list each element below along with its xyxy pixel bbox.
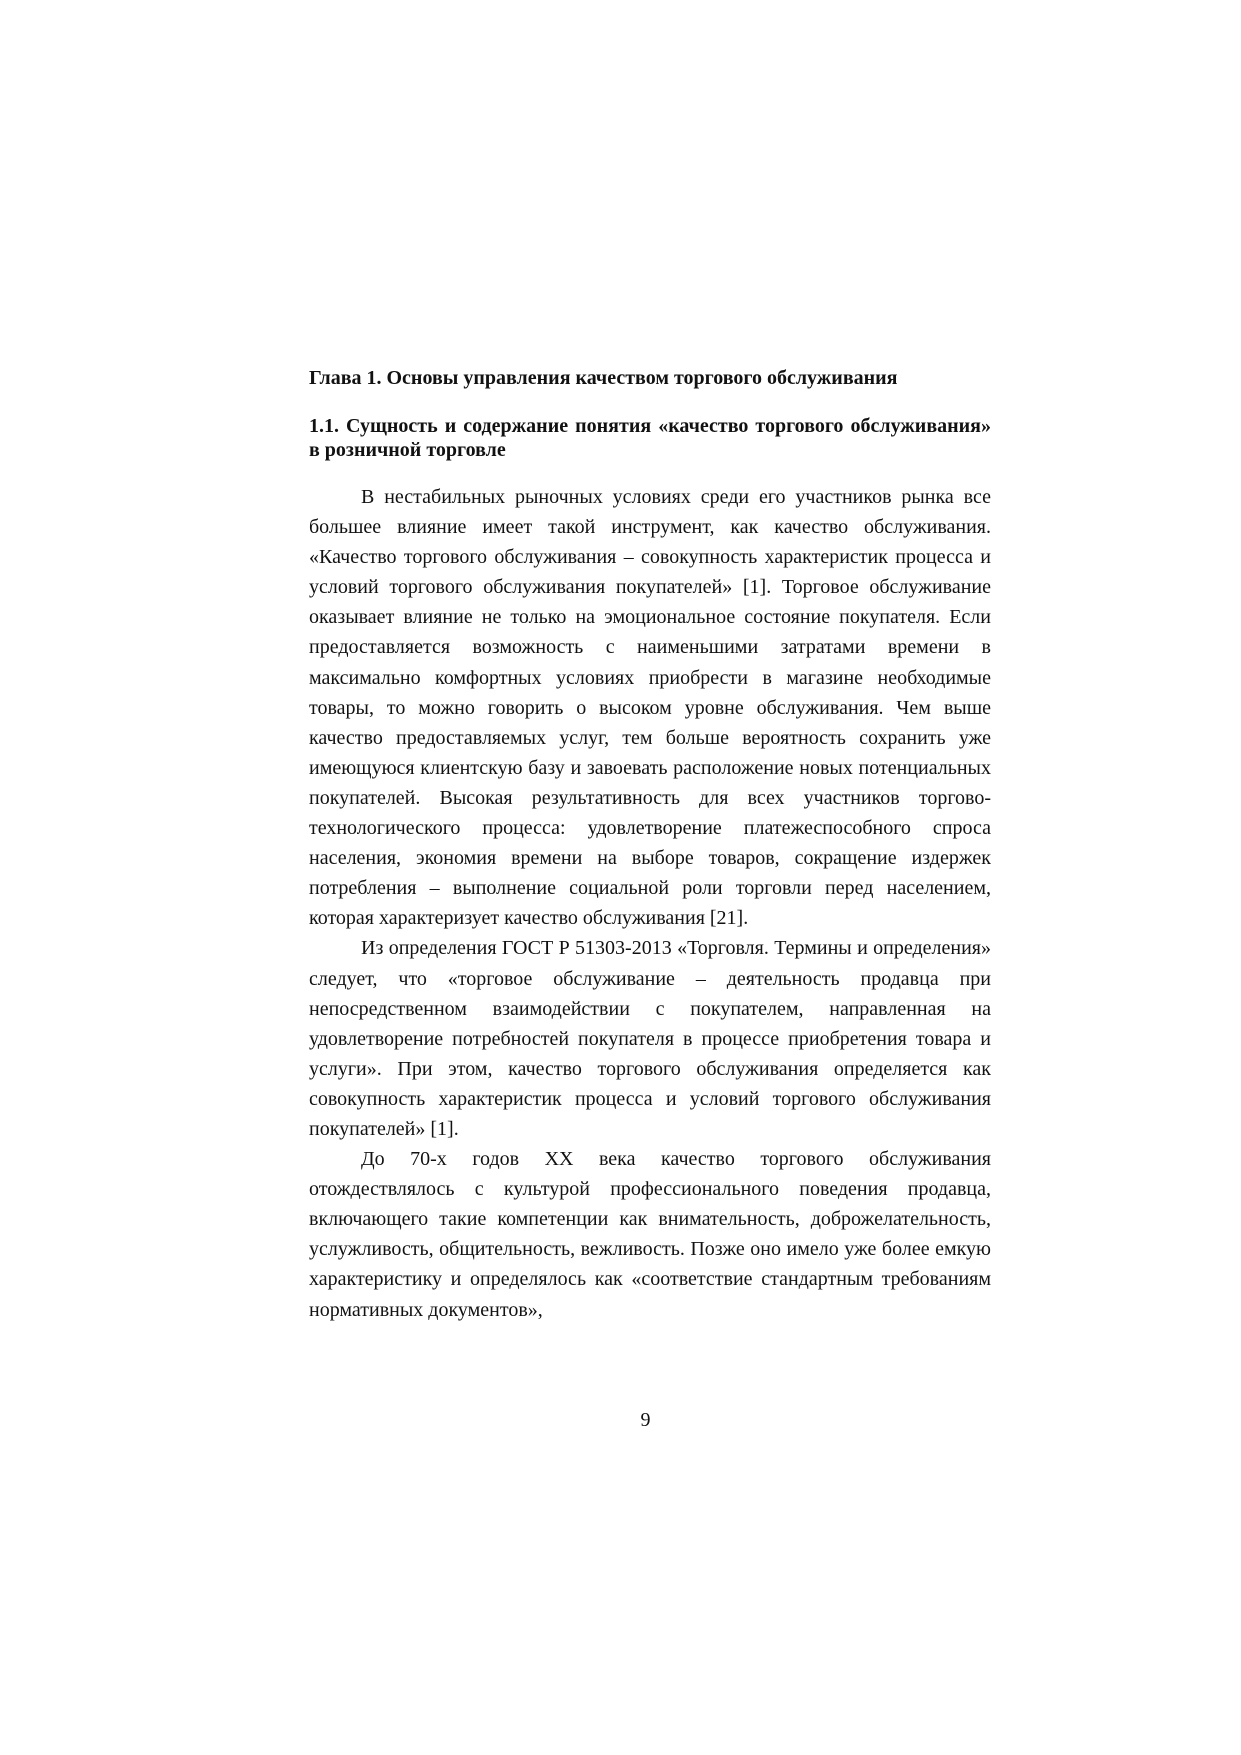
page-number: 9 — [640, 1409, 651, 1431]
body-paragraph-2: Из определения ГОСТ Р 51303-2013 «Торговля. Термины и определения» следует, что «торговое обслуживание – деятельность продавца при непосредственном взаимодействии с покупателем, направленная на удовлетворение потребностей покупателя в процессе приобретения товара и услуги». При этом, качество торгового обслуживания определяется как совокупность характеристик процесса и условий торгового обслуживания покупателей» [1]. — [309, 937, 991, 1140]
chapter-title: Глава 1. Основы управления качеством торгового обслуживания — [309, 367, 898, 389]
body-paragraph-1: В нестабильных рыночных условиях среди его участников рынка все большее влияние имеет такой инструмент, как качество обслуживания. «Качество торгового обслуживания – совокупность характеристик процесса и условий торгового обслуживания покупателей» [1]. Торговое обслуживание оказывает влияние не только на эмоциональное состояние покупателя. Если предоставляется возможность с наименьшими затратами времени в максимально комфортных условиях приобрести в магазине необходимые товары, то можно говорить о высоком уровне обслуживания. Чем выше качество предоставляемых услуг, тем больше вероятность сохранить уже имеющуюся клиентскую базу и завоевать расположение новых потенциальных покупателей. Высокая результативность для всех участников торгово-технологического процесса: удовлетворение платежеспособного спроса населения, экономия времени на выборе товаров, сокращение издержек потребления – выполнение социальной роли торговли перед населением, которая характеризует качество обслуживания [21]. — [309, 486, 991, 930]
body-paragraph-3: До 70-х годов XX века качество торгового обслуживания отождествлялось с культурой профессионального поведения продавца, включающего такие компетенции как внимательность, доброжелательность, услужливость, общительность, вежливость. Позже оно имело уже более емкую характеристику и определялось как «соответствие стандартным требованиям нормативных документов», — [309, 1148, 991, 1321]
page-content — [309, 364, 991, 1325]
section-title: 1.1. Сущность и содержание понятия «качество торгового обслуживания» в розничной торговле — [309, 415, 991, 461]
